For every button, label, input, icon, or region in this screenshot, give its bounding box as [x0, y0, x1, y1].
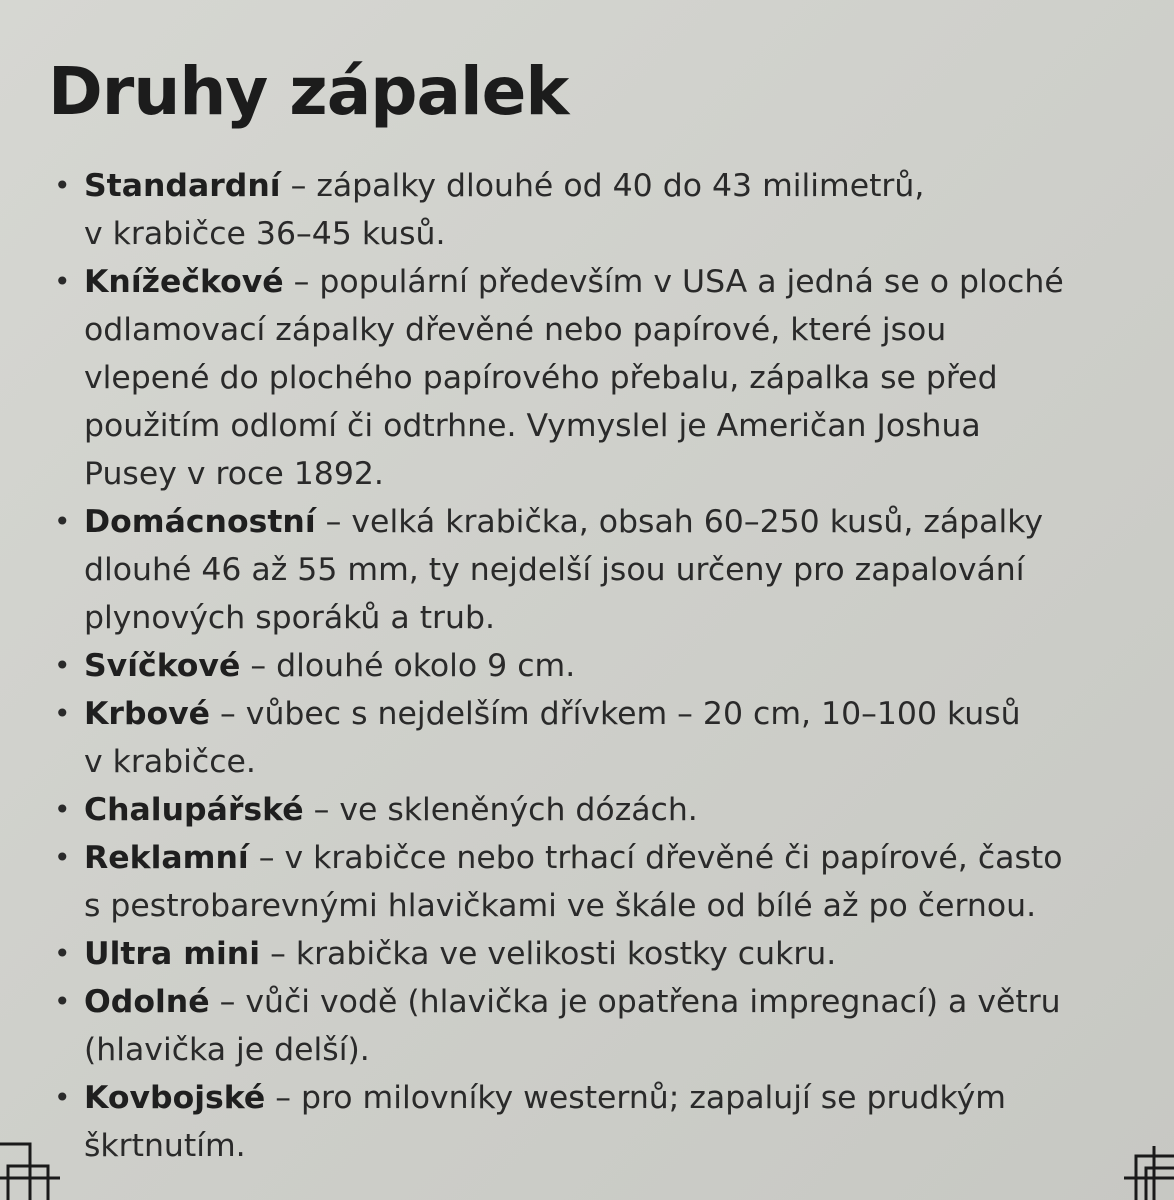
corner-grid-left-icon: [0, 1138, 60, 1200]
item-line: [84, 690, 1152, 738]
bullet-icon: •: [54, 697, 71, 730]
item-term: Reklamní: [84, 840, 249, 876]
bullet-icon: •: [54, 793, 71, 826]
item-term: Odolné: [84, 984, 210, 1020]
item-text: – dlouhé okolo 9 cm.: [250, 648, 576, 684]
bullet-icon: •: [54, 505, 71, 538]
item-text: – ve skleněných dózách.: [313, 792, 698, 828]
item-text: dlouhé 46 až 55 mm, ty nejdelší jsou určeny pro zapalování: [84, 552, 1025, 588]
item-line: [84, 930, 1152, 978]
item-text: škrtnutím.: [84, 1128, 246, 1164]
item-term: Svíčkové: [84, 648, 241, 684]
item-term: Krbové: [84, 696, 211, 732]
item-text: plynových sporáků a trub.: [84, 600, 495, 636]
bullet-icon: •: [54, 169, 71, 202]
bullet-icon: •: [54, 841, 71, 874]
page-title: Druhy zápalek: [48, 53, 569, 130]
item-text: použitím odlomí či odtrhne. Vymyslel je Američan Joshua: [84, 408, 981, 444]
item-line: [84, 258, 1152, 306]
item-term: Chalupářské: [84, 792, 304, 828]
bullet-icon: •: [54, 649, 71, 682]
list-item-svickove: [52, 642, 1152, 690]
item-term: Knížečkové: [84, 264, 284, 300]
item-term: Domácnostní: [84, 504, 316, 540]
item-text: – v krabičce nebo trhací dřevěné či papírové, často: [258, 840, 1063, 876]
list-item-ultra-mini: [52, 930, 1152, 978]
item-term: Standardní: [84, 168, 281, 204]
item-text: – pro milovníky westernů; zapalují se prudkým: [275, 1080, 1006, 1116]
list-item-reklamni: [52, 834, 1152, 930]
bullet-icon: •: [54, 265, 71, 298]
list-item-odolne: [52, 978, 1152, 1074]
item-text: – krabička ve velikosti kostky cukru.: [270, 936, 837, 972]
bullet-icon: •: [54, 937, 71, 970]
item-line: [84, 498, 1152, 546]
list-item-standardni: [52, 162, 1152, 258]
item-text: – vůči vodě (hlavička je opatřena impregnací) a větru: [219, 984, 1061, 1020]
item-text: Pusey v roce 1892.: [84, 456, 384, 492]
list-item-kovbojske: [52, 1074, 1152, 1170]
corner-grid-right-icon: [1124, 1138, 1174, 1200]
item-line: [84, 162, 1152, 210]
item-line: [84, 978, 1152, 1026]
list-item-knizeckove: [52, 258, 1152, 498]
item-text: – zápalky dlouhé od 40 do 43 milimetrů,: [290, 168, 925, 204]
match-types-list: [52, 162, 1152, 1170]
item-text: vlepené do plochého papírového přebalu, zápalka se před: [84, 360, 998, 396]
item-line: [84, 1074, 1152, 1122]
item-text: odlamovací zápalky dřevěné nebo papírové, které jsou: [84, 312, 947, 348]
bullet-icon: •: [54, 985, 71, 1018]
item-term: Kovbojské: [84, 1080, 266, 1116]
item-text: v krabičce.: [84, 744, 256, 780]
list-item-domacnostni: [52, 498, 1152, 642]
item-line: [84, 786, 1152, 834]
item-text: – populární především v USA a jedná se o ploché: [293, 264, 1064, 300]
item-text: (hlavička je delší).: [84, 1032, 370, 1068]
item-text: – velká krabička, obsah 60–250 kusů, zápalky: [325, 504, 1043, 540]
bullet-icon: •: [54, 1081, 71, 1114]
list-item-krbove: [52, 690, 1152, 786]
item-term: Ultra mini: [84, 936, 261, 972]
item-line: [84, 642, 1152, 690]
item-text: s pestrobarevnými hlavičkami ve škále od bílé až po černou.: [84, 888, 1037, 924]
item-text: – vůbec s nejdelším dřívkem – 20 cm, 10–100 kusů: [220, 696, 1021, 732]
item-text: v krabičce 36–45 kusů.: [84, 216, 446, 252]
item-line: [84, 834, 1152, 882]
list-item-chaluparske: [52, 786, 1152, 834]
